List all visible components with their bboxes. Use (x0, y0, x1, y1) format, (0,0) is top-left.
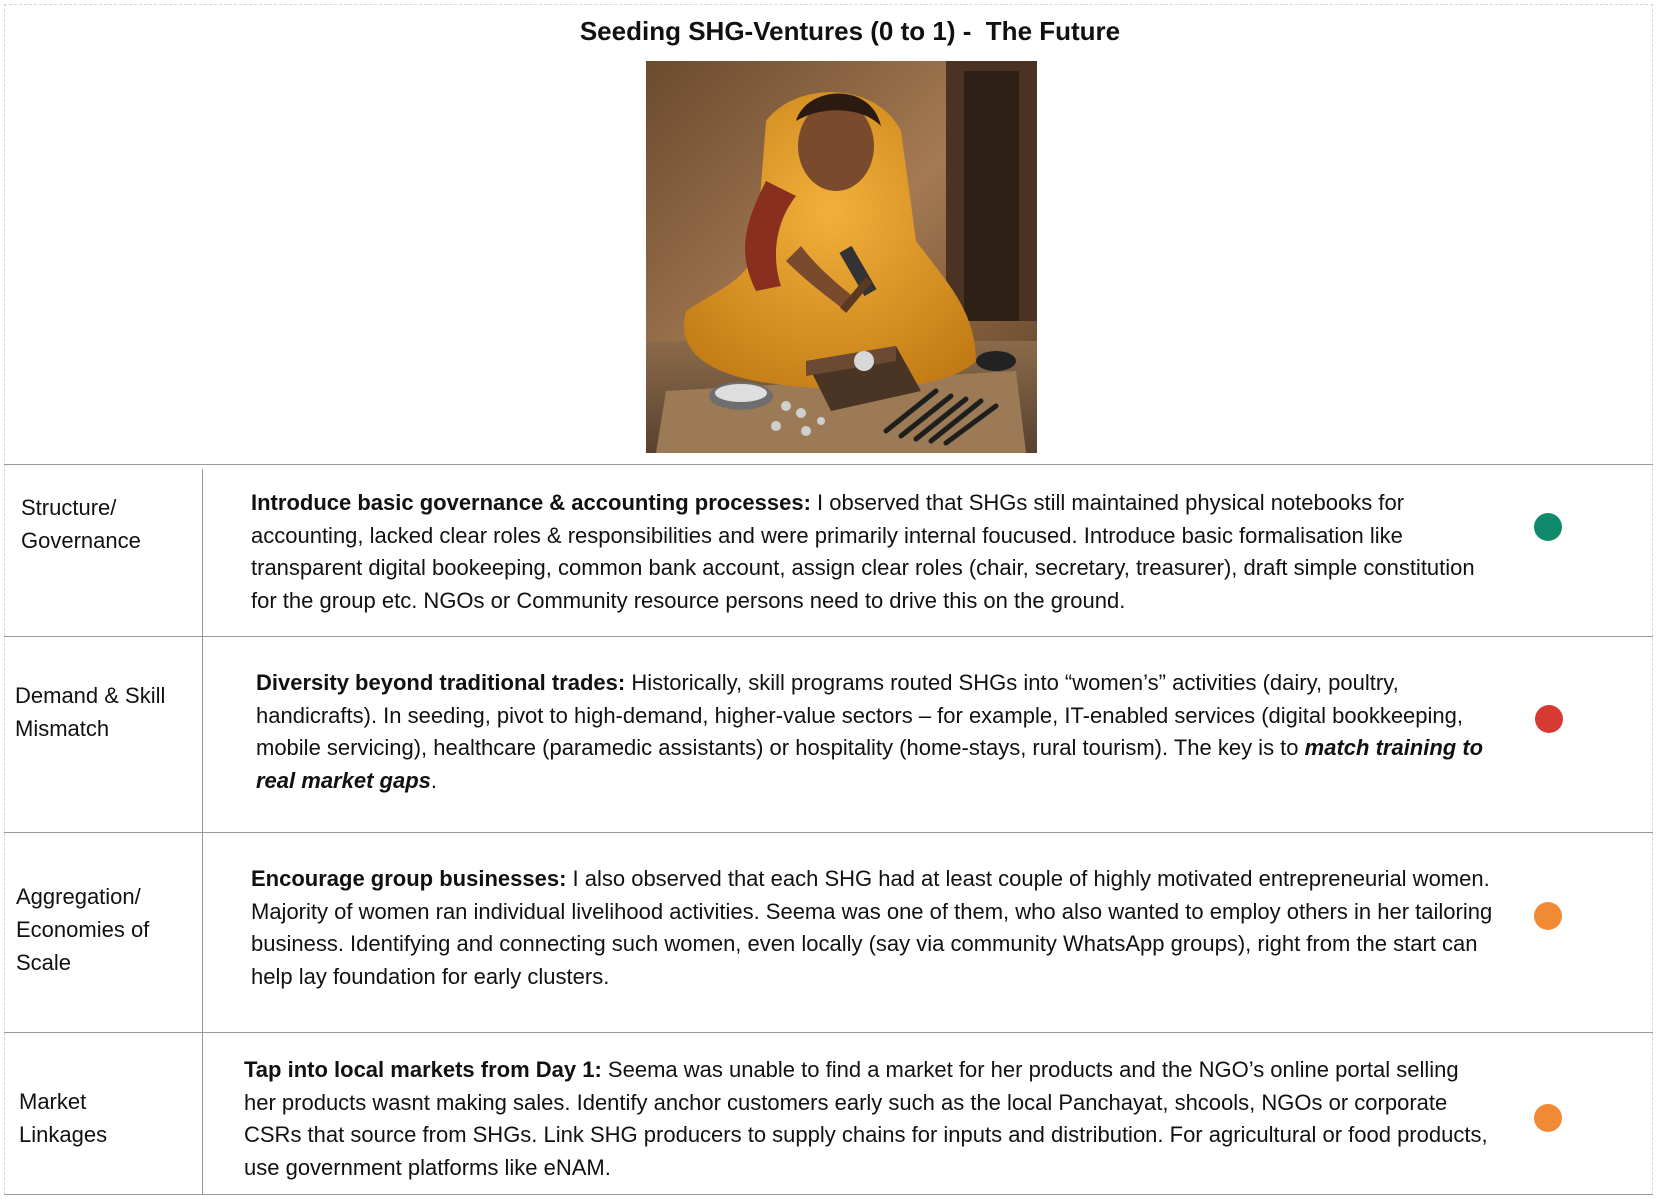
woman-metalsmith-photo (646, 61, 1037, 453)
row-label-aggregation: Aggregation/ Economies of Scale (16, 884, 150, 975)
table-bottom-border (4, 1194, 1653, 1195)
row-divider (4, 832, 1653, 833)
row-heading: Tap into local markets from Day 1: (244, 1057, 602, 1082)
status-dot-orange (1534, 902, 1562, 930)
row-divider (4, 636, 1653, 637)
row-text-demand-skill: Diversity beyond traditional trades: Historically, skill programs routed SHGs into “women’s” activities (dairy, poultry, handicrafts). In seeding, pivot to high-demand, higher-value sectors – for example, IT-enabled services (digital bookkeeping, mobile servicing), healthcare (paramedic assistants) or hospitality (home-stays, rural tourism). The key is to match training to real market gaps. (256, 670, 1484, 793)
row-label-demand-skill: Demand & Skill Mismatch (15, 683, 166, 741)
emphasis-text: match training to real market gaps (256, 735, 1484, 793)
row-label-structure-governance: Structure/ Governance (21, 495, 141, 553)
row-text-structure-governance: Introduce basic governance & accounting processes: I observed that SHGs still maintained physical notebooks for accounting, lacked clear roles & responsibilities and were primarily internal foucused. Introduce basic formalisation like transparent digital bookeeping, common bank account, assign clear roles (chair, secretary, treasurer), draft simple constitution for the group etc. NGOs or Community resource persons need to drive this on the ground. (251, 490, 1475, 613)
status-dot-red (1535, 705, 1563, 733)
row-divider (4, 464, 1653, 465)
row-text-market-linkages: Tap into local markets from Day 1: Seema was unable to find a market for her products and the NGO’s online portal selling her products wasnt making sales. Identify anchor customers early such as the local Panchayat, shcools, NGOs or corporate CSRs that source from SHGs. Link SHG producers to supply chains for inputs and distribution. For agricultural or food products, use government platforms like eNAM. (244, 1057, 1488, 1180)
row-heading: Diversity beyond traditional trades: (256, 670, 626, 695)
status-dot-orange (1534, 1104, 1562, 1132)
row-heading: Introduce basic governance & accounting processes: (251, 490, 811, 515)
row-heading: Encourage group businesses: (251, 866, 567, 891)
status-dot-green (1534, 513, 1562, 541)
row-divider (4, 1032, 1653, 1033)
row-text-aggregation: Encourage group businesses: I also observed that each SHG had at least couple of highly motivated entrepreneurial women. Majority of women ran individual livelihood activities. Seema was one of them, who also wanted to employ others in her tailoring business. Identifying and connecting such women, even locally (say via community WhatsApp groups), right from the start can help lay foundation for early clusters. (251, 866, 1493, 989)
page-title: Seeding SHG-Ventures (0 to 1) - The Future (579, 16, 1121, 46)
row-label-market-linkages: Market Linkages (19, 1089, 108, 1147)
column-divider (202, 469, 203, 1194)
